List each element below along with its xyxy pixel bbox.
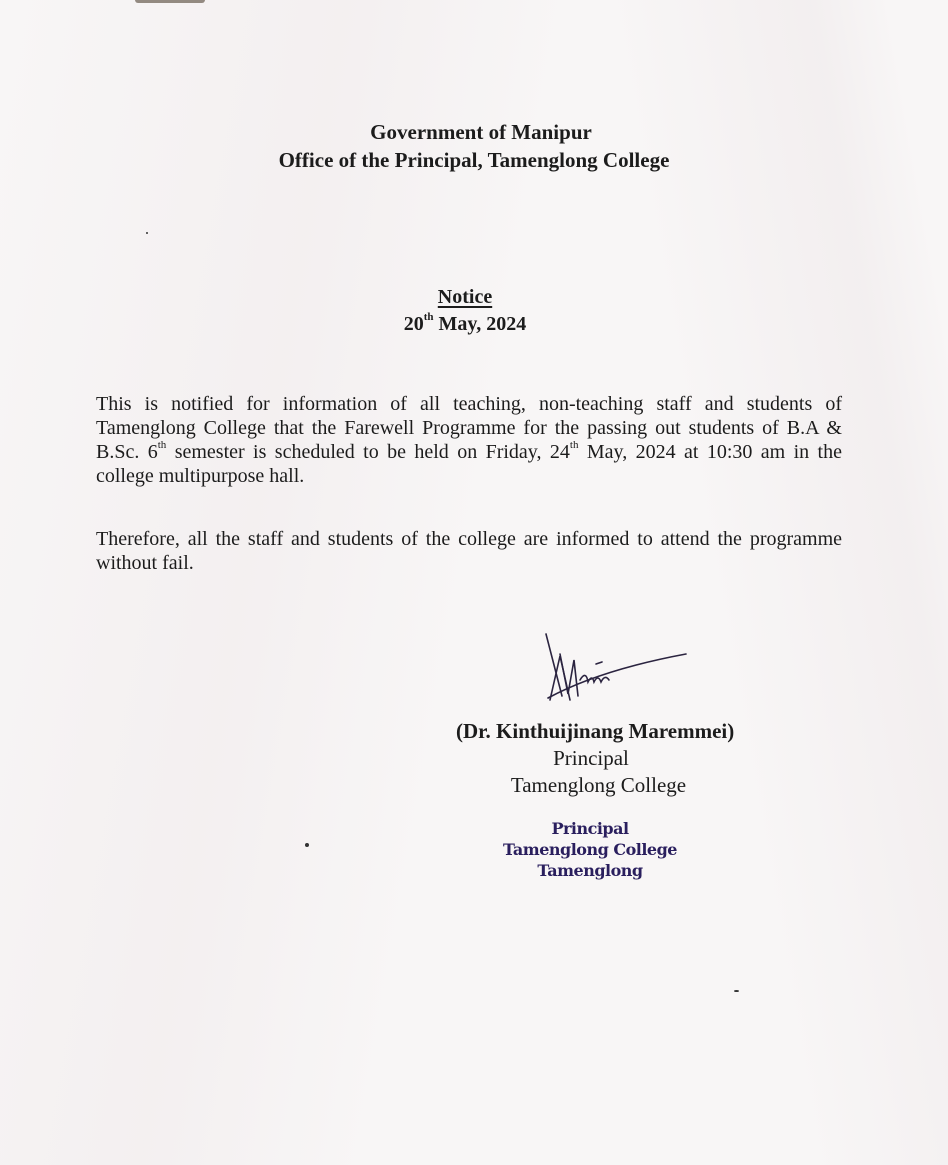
date-rest: May, 2024 <box>433 313 527 335</box>
paragraph-text: This is notified for information of all teaching, non-teaching staff and students of Tamenglong College that the Farewell Programme for the passing out students of B.A & B.Sc. 6 <box>96 393 842 463</box>
date-suffix: th <box>423 311 434 324</box>
office-title: Office of the Principal, Tamenglong College <box>278 148 670 172</box>
paper-edge-shadow <box>135 0 205 3</box>
notice-date <box>0 311 930 338</box>
stamp-line-3: Tamenglong <box>537 861 643 880</box>
letterhead <box>0 118 948 174</box>
ink-speck <box>146 232 148 234</box>
notice-paragraph-1 <box>96 392 842 488</box>
government-title: Government of Manipur <box>370 120 592 144</box>
signatory-name: (Dr. Kinthuijinang Maremmei) <box>456 719 735 743</box>
signature-icon <box>540 630 700 710</box>
ordinal-suffix: th <box>569 439 579 452</box>
signatory-institution: Tamenglong College <box>510 773 687 797</box>
paragraph-text: May, 2024 at 10:30 am in the college multipurpose hall. <box>96 441 842 487</box>
ink-speck <box>734 990 739 992</box>
notice-title: Notice <box>437 286 493 308</box>
stamp-line-2: Tamenglong College <box>503 840 677 859</box>
ink-speck <box>305 843 309 847</box>
notice-heading <box>0 284 930 338</box>
signatory-designation: Principal <box>553 746 629 770</box>
paragraph-text: semester is scheduled to be held on Friday, 24 <box>166 441 570 463</box>
stamp-line-1: Principal <box>551 819 629 838</box>
notice-paragraph-2: Therefore, all the staff and students of the college are informed to attend the programme without fail. <box>96 528 842 574</box>
date-day: 20 <box>403 313 424 335</box>
signatory-block <box>456 718 786 799</box>
official-stamp <box>500 818 680 881</box>
ordinal-suffix: th <box>157 439 167 452</box>
